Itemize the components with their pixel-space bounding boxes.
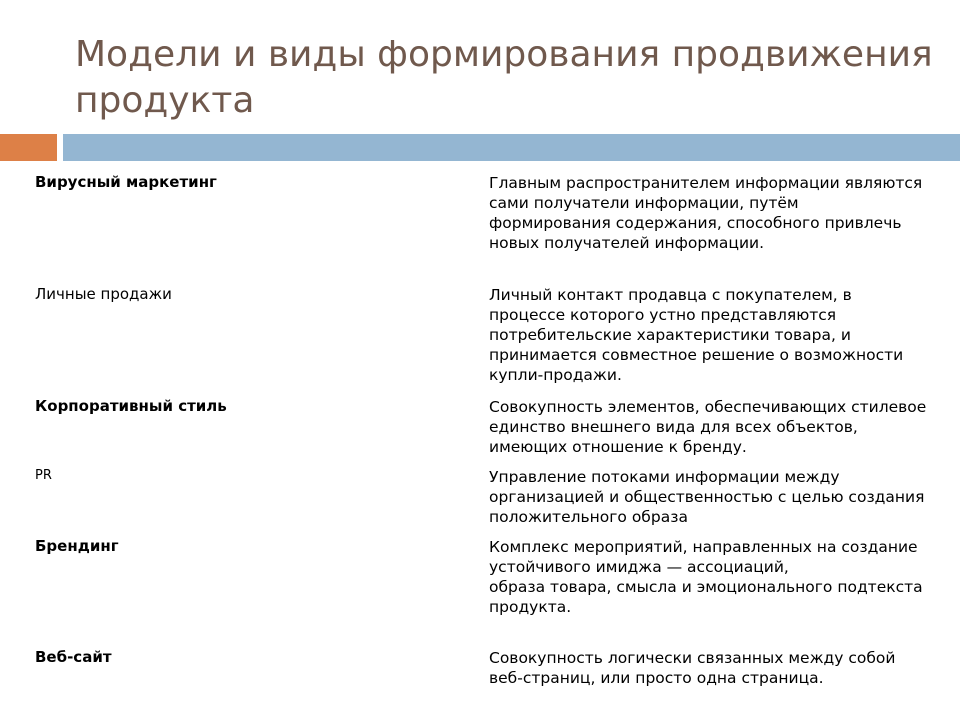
term-label: Вирусный маркетинг <box>35 173 217 191</box>
term-definition: Совокупность элементов, обеспечивающих стилевое единство внешнего вида для всех объектов, имеющих отношение к бренду. <box>489 398 927 456</box>
term-label: Веб-сайт <box>35 648 112 666</box>
term-label: Личные продажи <box>35 285 172 303</box>
term-label: Брендинг <box>35 537 119 555</box>
term-label: Корпоративный стиль <box>35 397 227 415</box>
term-label: PR <box>35 468 52 483</box>
term-definition: Совокупность логически связанных между собой веб-страниц, или просто одна страница. <box>489 649 896 687</box>
term-definition: Личный контакт продавца с покупателем, в процессе которого устно представляются потребительские характеристики товара, и принимается совместное решение о возможности купли-продажи. <box>489 286 904 384</box>
slide-title: Модели и виды формирования продвижения продукта <box>75 34 933 121</box>
term-definition: Комплекс мероприятий, направленных на создание устойчивого имиджа — ассоциаций, образа товара, смысла и эмоционального подтекста продукта. <box>489 538 923 616</box>
term-definition: Главным распространителем информации являются сами получатели информации, путём формирования содержания, способного привлечь новых получателей информации. <box>489 174 923 252</box>
term-definition: Управление потоками информации между организацией и общественностью с целью создания положительного образа <box>489 468 925 526</box>
